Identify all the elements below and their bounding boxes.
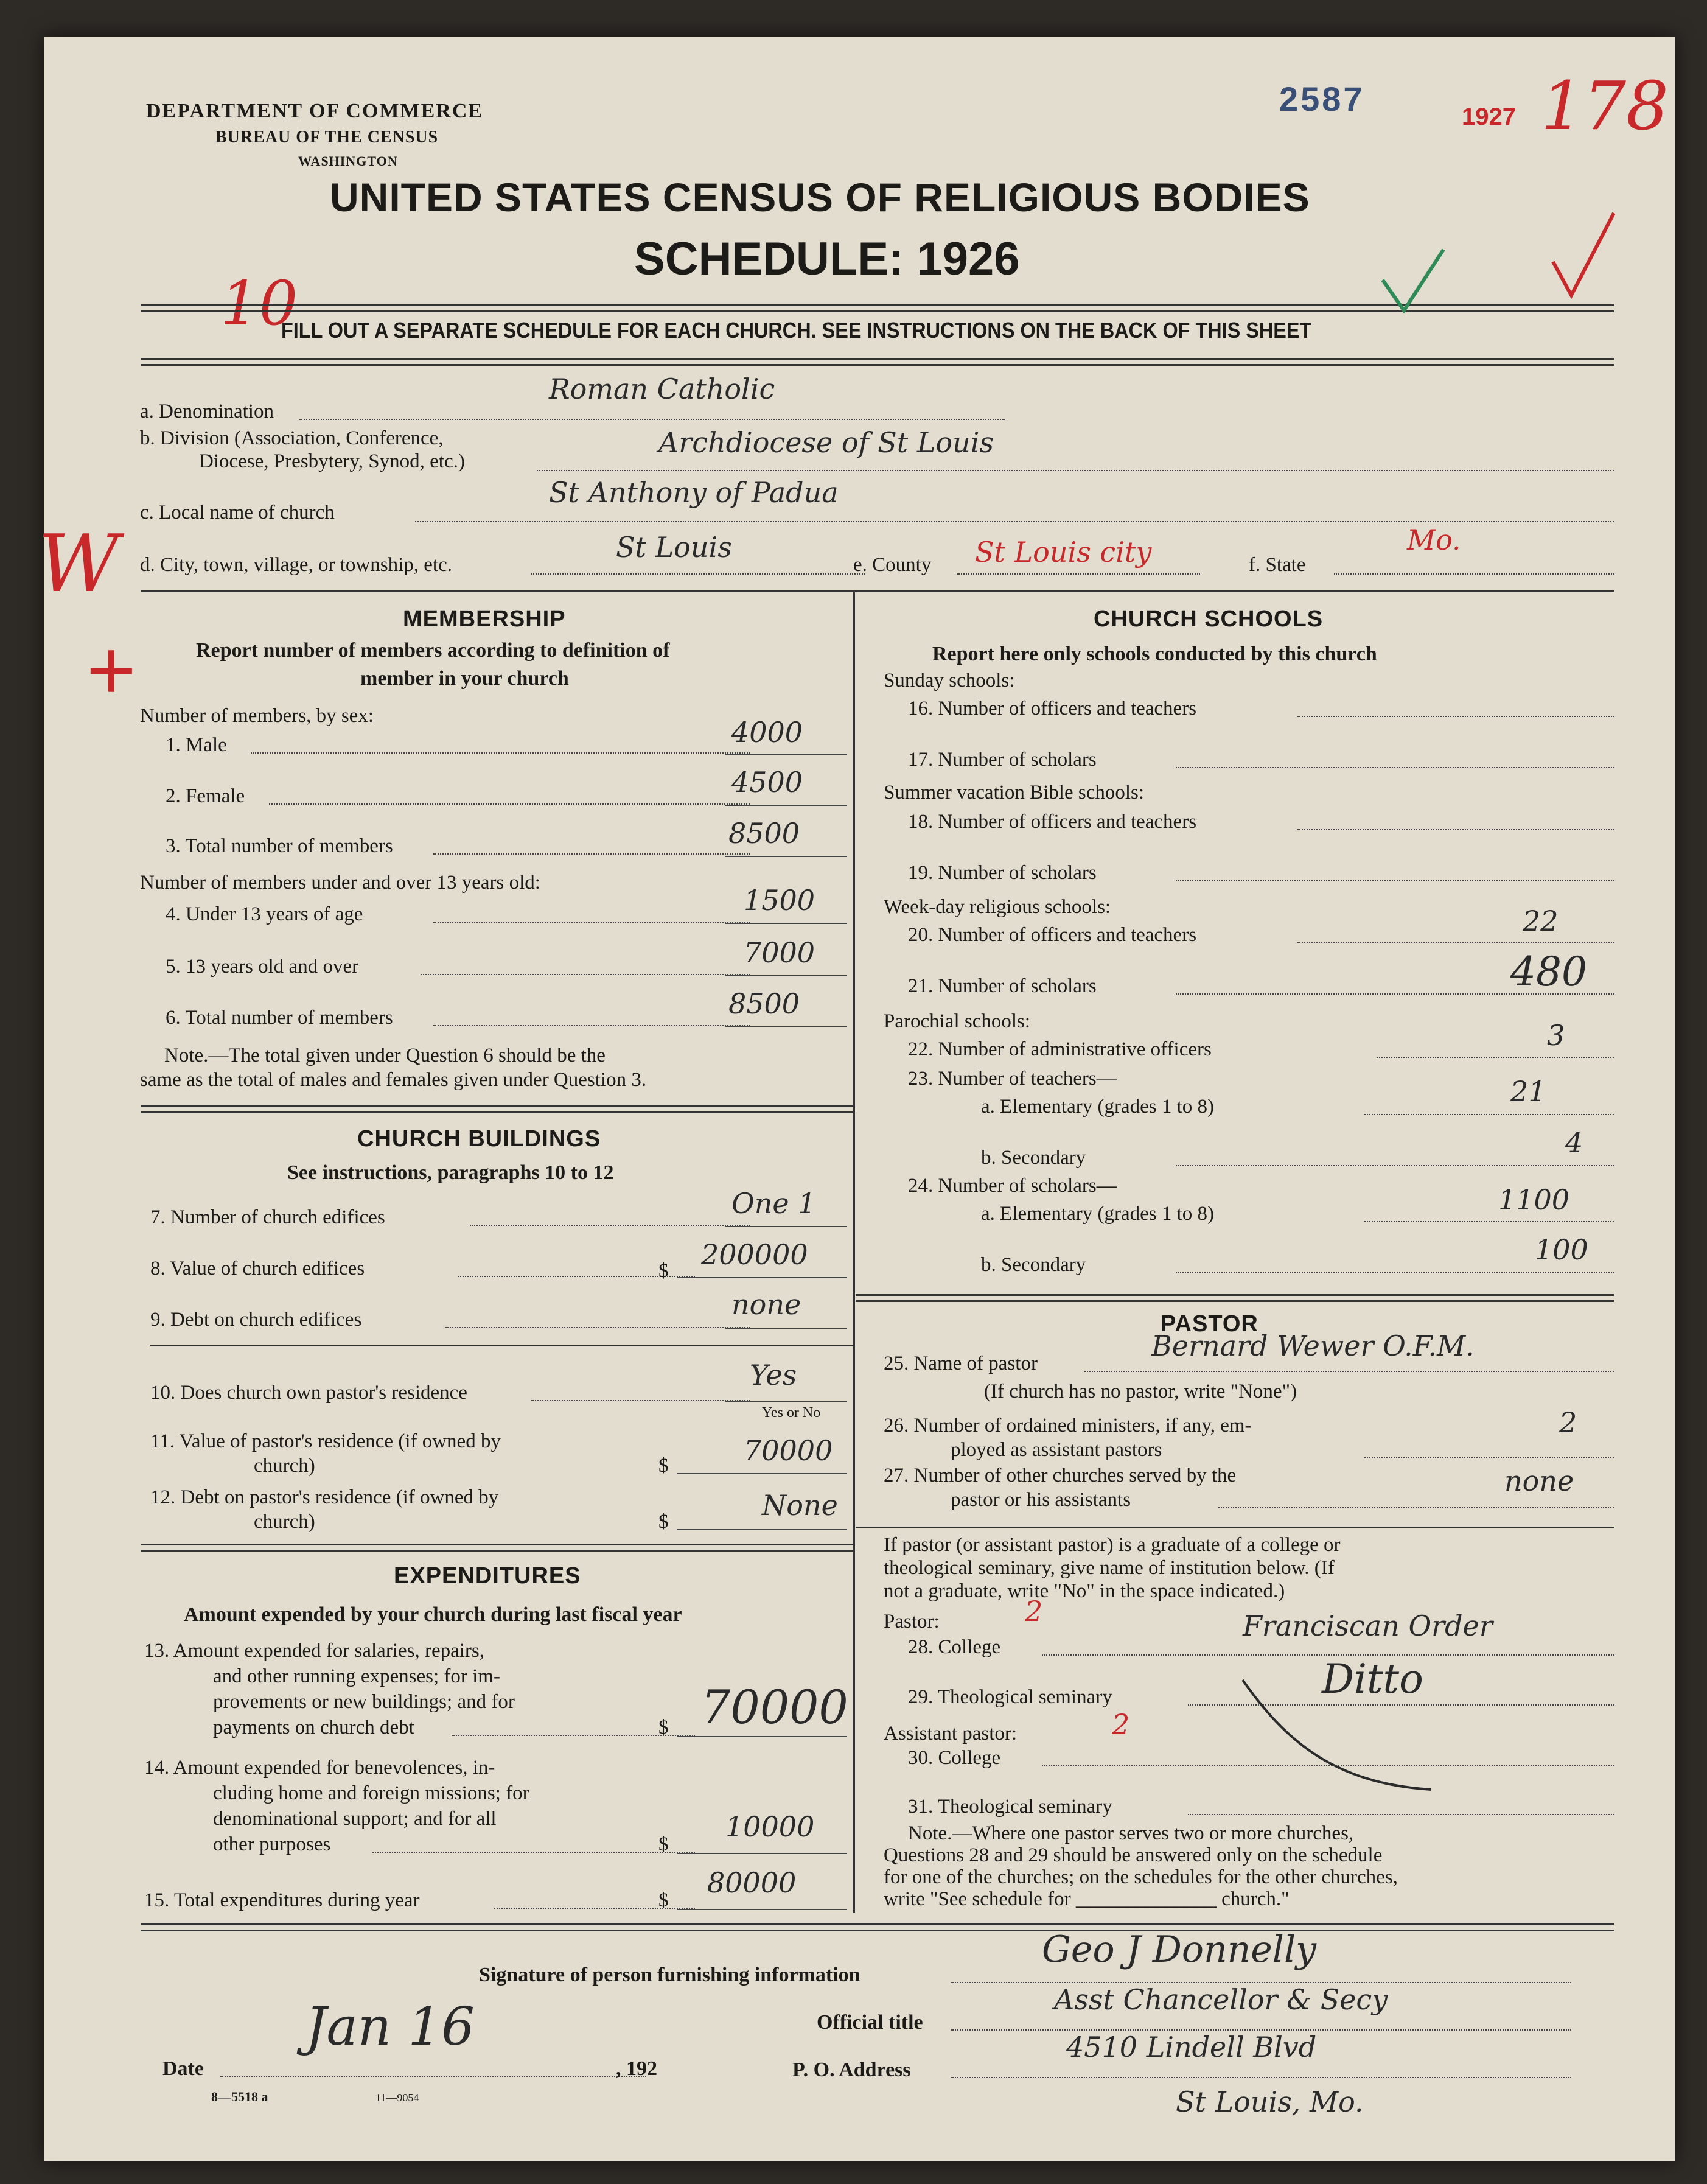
- membership-intro-2: member in your church: [360, 667, 569, 690]
- division-value: Archdiocese of St Louis: [658, 426, 994, 459]
- q3-underline: [725, 856, 847, 857]
- q7-label: 7. Number of church edifices: [150, 1206, 385, 1228]
- graduate-note-3: not a graduate, write "No" in the space indicated.): [884, 1580, 1285, 1602]
- schools-sub: Report here only schools conducted by this church: [932, 643, 1377, 665]
- check-marks: [1370, 189, 1626, 335]
- q24b-line: [1176, 1272, 1614, 1273]
- q27-line: [1218, 1507, 1614, 1508]
- q18-line: [1297, 829, 1614, 830]
- schools-heading: CHURCH SCHOOLS: [1094, 606, 1324, 632]
- q28-label: 28. College: [908, 1636, 1001, 1658]
- q23b-value: 4: [1565, 1126, 1583, 1159]
- q2-line: [269, 803, 750, 805]
- q23b-label: b. Secondary: [981, 1147, 1086, 1169]
- divider-q10: [150, 1345, 853, 1346]
- q22-value: 3: [1547, 1019, 1565, 1052]
- q7-value: One 1: [731, 1187, 816, 1220]
- q6-value: 8500: [728, 987, 800, 1020]
- membership-heading: MEMBERSHIP: [403, 606, 566, 632]
- washington-heading: WASHINGTON: [298, 153, 398, 169]
- q13-underline: [677, 1736, 847, 1737]
- membership-note-1: Note.—The total given under Question 6 should be the: [164, 1045, 606, 1066]
- print-number: 11—9054: [375, 2091, 419, 2104]
- date-value: Jan 16: [305, 1997, 475, 2057]
- q6-label: 6. Total number of members: [166, 1007, 393, 1029]
- po-address-value: 4510 Lindell Blvd: [1066, 2031, 1317, 2063]
- department-heading: DEPARTMENT OF COMMERCE: [146, 100, 484, 122]
- pastor-heading: PASTOR: [1161, 1311, 1258, 1337]
- ditto-stroke: [1231, 1668, 1450, 1802]
- instruction-line: FILL OUT A SEPARATE SCHEDULE FOR EACH CHURCH. SEE INSTRUCTIONS ON THE BACK OF THIS SHEET: [281, 318, 1312, 343]
- division-label-2: Diocese, Presbytery, Synod, etc.): [199, 450, 465, 472]
- q13-label-2: and other running expenses; for im-: [213, 1665, 500, 1687]
- state-line: [1334, 573, 1614, 575]
- divider-top-2: [141, 358, 1614, 366]
- denomination-label: a. Denomination: [140, 401, 274, 422]
- assistant-pastor-mark: 2: [1112, 1708, 1130, 1741]
- q1-label: 1. Male: [166, 734, 227, 756]
- stamp-year: 1927: [1462, 103, 1516, 130]
- q30-label: 30. College: [908, 1747, 1001, 1769]
- stamp-number: 2587: [1279, 80, 1365, 118]
- pastor-label: Pastor:: [884, 1611, 940, 1633]
- denomination-value: Roman Catholic: [549, 373, 775, 405]
- buildings-heading: CHURCH BUILDINGS: [357, 1126, 601, 1152]
- q8-dollar: $: [658, 1260, 669, 1282]
- q22-label: 22. Number of administrative officers: [908, 1038, 1212, 1060]
- schedule-title: SCHEDULE: 1926: [634, 233, 1020, 285]
- q1-line: [251, 752, 750, 754]
- q23b-line: [1176, 1165, 1614, 1166]
- q31-line: [1188, 1814, 1614, 1815]
- q14-label-3: denominational support; and for all: [213, 1808, 497, 1830]
- q22-line: [1377, 1057, 1614, 1058]
- county-label: e. County: [853, 554, 932, 576]
- parochial-schools: Parochial schools:: [884, 1010, 1031, 1032]
- hand-number: 10: [220, 268, 298, 339]
- po-address-value-2: St Louis, Mo.: [1176, 2085, 1364, 2118]
- divider-footer: [141, 1923, 1614, 1931]
- q26-label-1: 26. Number of ordained ministers, if any, em-: [884, 1415, 1252, 1437]
- pastor-note-4: write "See schedule for ______________ church.": [884, 1888, 1290, 1910]
- q21-label: 21. Number of scholars: [908, 975, 1097, 997]
- q12-label-2: church): [254, 1511, 315, 1533]
- q16-label: 16. Number of officers and teachers: [908, 698, 1197, 719]
- assistant-pastor-label: Assistant pastor:: [884, 1723, 1018, 1745]
- q24-label: 24. Number of scholars—: [908, 1175, 1117, 1197]
- q1-value: 4000: [731, 716, 803, 749]
- q24b-value: 100: [1535, 1233, 1588, 1266]
- q31-label: 31. Theological seminary: [908, 1796, 1112, 1818]
- q4-line: [433, 922, 750, 923]
- q2-underline: [725, 805, 847, 806]
- q2-label: 2. Female: [166, 785, 245, 807]
- divider-pastor: [856, 1294, 1614, 1302]
- weekday-schools: Week-day religious schools:: [884, 896, 1111, 918]
- members-by-sex: Number of members, by sex:: [140, 705, 374, 727]
- q13-label-4: payments on church debt: [213, 1717, 414, 1738]
- official-title-value: Asst Chancellor & Secy: [1054, 1983, 1388, 2016]
- q14-underline: [677, 1853, 847, 1854]
- q14-line: [372, 1852, 695, 1853]
- bureau-heading: BUREAU OF THE CENSUS: [215, 128, 439, 147]
- q26-value: 2: [1559, 1406, 1577, 1439]
- q16-line: [1297, 716, 1614, 717]
- q24a-label: a. Elementary (grades 1 to 8): [981, 1203, 1215, 1225]
- q5-label: 5. 13 years old and over: [166, 956, 359, 978]
- red-mark-plus: +: [86, 622, 136, 718]
- q25-line: [1084, 1371, 1614, 1372]
- city-line: [531, 573, 865, 575]
- q24a-value: 1100: [1498, 1183, 1570, 1216]
- q13-value: 70000: [701, 1680, 848, 1734]
- q5-value: 7000: [744, 936, 815, 969]
- q12-label-1: 12. Debt on pastor's residence (if owned by: [150, 1486, 499, 1508]
- q17-line: [1176, 767, 1614, 768]
- q9-line: [445, 1327, 750, 1328]
- q3-value: 8500: [728, 817, 800, 850]
- year-label: , 192: [616, 2057, 657, 2080]
- q30-line: [1042, 1765, 1614, 1766]
- q24a-line: [1364, 1221, 1614, 1222]
- q6-underline: [725, 1026, 847, 1027]
- q9-value: none: [731, 1288, 801, 1321]
- q27-label-2: pastor or his assistants: [951, 1489, 1131, 1511]
- q14-label-4: other purposes: [213, 1833, 331, 1855]
- q8-label: 8. Value of church edifices: [150, 1258, 365, 1279]
- q11-value: 70000: [744, 1434, 833, 1467]
- q4-label: 4. Under 13 years of age: [166, 903, 363, 925]
- divider-graduate: [856, 1527, 1614, 1528]
- graduate-note-2: theological seminary, give name of institution below. (If: [884, 1557, 1335, 1579]
- q23a-value: 21: [1510, 1075, 1546, 1108]
- census-schedule-page: [38, 37, 1675, 2161]
- q7-line: [470, 1225, 750, 1226]
- q5-line: [421, 974, 750, 975]
- q10-line: [531, 1400, 750, 1401]
- denomination-line: [299, 419, 1005, 420]
- q28-value: Franciscan Order: [1243, 1609, 1493, 1642]
- column-divider: [853, 592, 855, 1913]
- division-label-1: b. Division (Association, Conference,: [140, 427, 444, 449]
- expenditures-heading: EXPENDITURES: [394, 1563, 581, 1589]
- state-label: f. State: [1249, 554, 1306, 576]
- form-number: 8—5518 a: [211, 2089, 268, 2104]
- q1-underline: [725, 754, 847, 755]
- q20-label: 20. Number of officers and teachers: [908, 924, 1197, 946]
- pastor-mark: 2: [1025, 1595, 1043, 1628]
- division-line: [537, 470, 1614, 471]
- q23a-line: [1364, 1114, 1614, 1115]
- church-name-line: [415, 521, 1614, 522]
- q5-underline: [725, 975, 847, 976]
- q12-dollar: $: [658, 1511, 669, 1533]
- q14-label-1: 14. Amount expended for benevolences, in-: [144, 1757, 495, 1779]
- divider-middle: [141, 590, 1614, 592]
- q3-label: 3. Total number of members: [166, 835, 393, 857]
- buildings-sub: See instructions, paragraphs 10 to 12: [287, 1161, 614, 1184]
- q25-value: Bernard Wewer O.F.M.: [1151, 1329, 1475, 1362]
- q18-label: 18. Number of officers and teachers: [908, 811, 1197, 833]
- q21-value: 480: [1510, 948, 1587, 995]
- q25-note: (If church has no pastor, write "None"): [984, 1381, 1297, 1402]
- summer-schools: Summer vacation Bible schools:: [884, 782, 1145, 803]
- q2-value: 4500: [731, 766, 803, 799]
- official-title-label: Official title: [817, 2011, 923, 2034]
- pastor-note-1: Note.—Where one pastor serves two or more churches,: [908, 1822, 1354, 1844]
- q17-label: 17. Number of scholars: [908, 749, 1097, 771]
- q14-value: 10000: [725, 1810, 815, 1843]
- date-line: [220, 2076, 646, 2077]
- q19-label: 19. Number of scholars: [908, 862, 1097, 884]
- divider-buildings: [141, 1105, 853, 1113]
- q15-label: 15. Total expenditures during year: [144, 1889, 420, 1911]
- membership-note-2: same as the total of males and females given under Question 3.: [140, 1069, 647, 1091]
- county-line: [957, 573, 1200, 575]
- q27-value: none: [1504, 1465, 1574, 1497]
- q15-value: 80000: [707, 1866, 797, 1899]
- church-name-label: c. Local name of church: [140, 502, 335, 523]
- po-address-label: P. O. Address: [792, 2059, 911, 2081]
- q4-value: 1500: [744, 884, 815, 917]
- q10-value: Yes: [750, 1359, 797, 1391]
- pastor-note-2: Questions 28 and 29 should be answered only on the schedule: [884, 1844, 1383, 1866]
- city-value: St Louis: [616, 531, 732, 564]
- q13-label-1: 13. Amount expended for salaries, repairs,: [144, 1640, 485, 1662]
- file-number: 178: [1541, 67, 1669, 145]
- q26-line: [1364, 1457, 1614, 1458]
- county-value: St Louis city: [975, 536, 1152, 569]
- q7-underline: [725, 1226, 847, 1227]
- date-label: Date: [162, 2057, 204, 2080]
- q12-underline: [677, 1529, 847, 1530]
- members-by-age: Number of members under and over 13 years old:: [140, 872, 540, 894]
- q11-dollar: $: [658, 1455, 669, 1477]
- form-title: UNITED STATES CENSUS OF RELIGIOUS BODIES: [330, 175, 1310, 220]
- q11-underline: [677, 1473, 847, 1474]
- state-value: Mo.: [1407, 523, 1461, 556]
- q10-label: 10. Does church own pastor's residence: [150, 1382, 467, 1404]
- q23-label: 23. Number of teachers—: [908, 1068, 1117, 1090]
- q24b-label: b. Secondary: [981, 1254, 1086, 1276]
- signature-value: Geo J Donnelly: [1042, 1928, 1317, 1971]
- q9-label: 9. Debt on church edifices: [150, 1309, 362, 1331]
- q3-line: [433, 853, 750, 855]
- sunday-schools: Sunday schools:: [884, 670, 1015, 691]
- q13-label-3: provements or new buildings; and for: [213, 1691, 515, 1713]
- q8-value: 200000: [701, 1238, 808, 1271]
- expenditures-sub: Amount expended by your church during last fiscal year: [184, 1603, 682, 1626]
- divider-expenditures: [141, 1544, 853, 1552]
- membership-intro-1: Report number of members according to definition of: [196, 639, 670, 662]
- q15-dollar: $: [658, 1889, 669, 1911]
- q6-line: [433, 1025, 750, 1026]
- q23a-label: a. Elementary (grades 1 to 8): [981, 1096, 1215, 1118]
- city-label: d. City, town, village, or township, etc.: [140, 554, 452, 576]
- q15-underline: [677, 1909, 847, 1910]
- q20-line: [1297, 942, 1614, 943]
- q29-value: Ditto: [1322, 1656, 1423, 1703]
- q11-label-1: 11. Value of pastor's residence (if owned by: [150, 1430, 501, 1452]
- q20-value: 22: [1523, 905, 1559, 937]
- red-mark-w: W: [38, 517, 119, 610]
- q9-underline: [725, 1328, 847, 1329]
- q8-underline: [677, 1277, 847, 1278]
- q26-label-2: ployed as assistant pastors: [951, 1439, 1162, 1461]
- q12-value: None: [762, 1489, 838, 1522]
- q14-dollar: $: [658, 1833, 669, 1855]
- graduate-note-1: If pastor (or assistant pastor) is a graduate of a college or: [884, 1534, 1341, 1556]
- q11-label-2: church): [254, 1455, 315, 1477]
- q13-dollar: $: [658, 1717, 669, 1738]
- q19-line: [1176, 880, 1614, 881]
- po-address-line: [951, 2077, 1571, 2078]
- signature-label: Signature of person furnishing information: [479, 1964, 860, 1986]
- q25-label: 25. Name of pastor: [884, 1353, 1038, 1374]
- q4-underline: [725, 923, 847, 924]
- q27-label-1: 27. Number of other churches served by the: [884, 1465, 1237, 1486]
- yes-no-hint: Yes or No: [762, 1405, 821, 1421]
- q10-underline: [725, 1401, 847, 1402]
- q29-label: 29. Theological seminary: [908, 1686, 1112, 1708]
- church-name-value: St Anthony of Padua: [549, 476, 839, 509]
- pastor-note-3: for one of the churches; on the schedules for the other churches,: [884, 1866, 1398, 1888]
- q14-label-2: cluding home and foreign missions; for: [213, 1782, 529, 1804]
